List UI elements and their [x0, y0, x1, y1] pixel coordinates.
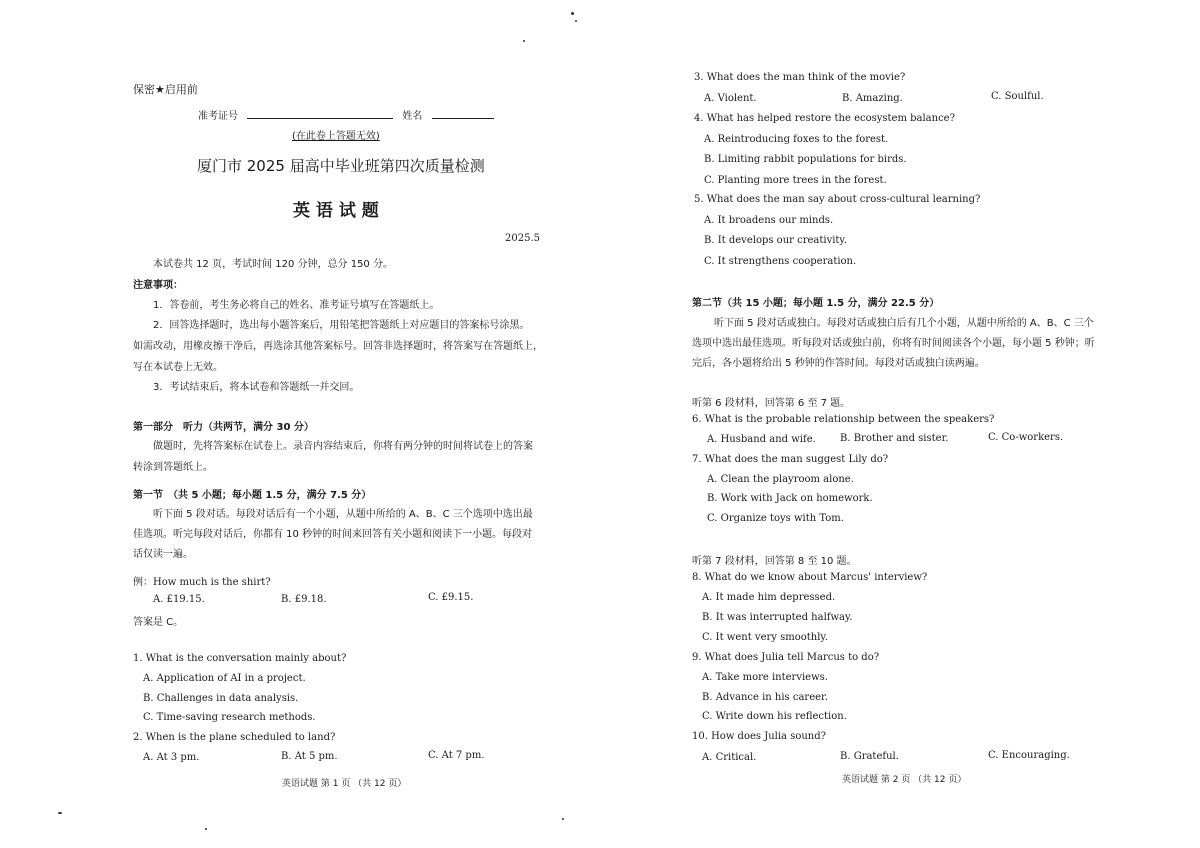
- scan-speck: [523, 40, 525, 42]
- question-6-option-a: A. Husband and wife.: [707, 434, 816, 445]
- page-footer: 英语试题 第 2 页 （共 12 页）: [842, 775, 967, 785]
- name-blank: [432, 107, 494, 119]
- section1-description-end: 话仅读一遍。: [133, 549, 193, 560]
- question-4-option-b: B. Limiting rabbit populations for birds.: [704, 154, 907, 165]
- material-7-instruction: 听第 7 段材料，回答第 8 至 10 题。: [692, 556, 857, 567]
- question-5: 5. What does the man say about cross-cultural learning?: [694, 194, 981, 205]
- part1-description-cont: 转涂到答题纸上。: [133, 462, 213, 473]
- material-6-instruction: 听第 6 段材料，回答第 6 至 7 题。: [692, 398, 851, 409]
- exam-subtitle: 英 语 试 题: [293, 201, 379, 221]
- notice-item-2-cont: 如需改动，用橡皮擦干净后，再选涂其他答案标号。回答非选择题时，将答案写在答题纸上，: [133, 341, 543, 352]
- section1-description: 听下面 5 段对话。每段对话后有一个小题，从题中所给的 A、B、C 三个选项中选出最: [153, 509, 533, 520]
- scan-speck: [562, 818, 564, 820]
- question-6-option-c: C. Co-workers.: [988, 432, 1064, 443]
- question-1: 1. What is the conversation mainly about?: [133, 653, 347, 664]
- section2-heading: 第二节（共 15 小题；每小题 1.5 分，满分 22.5 分）: [692, 298, 940, 309]
- exam-title: 厦门市 2025 届高中毕业班第四次质量检测: [197, 157, 485, 175]
- section1-heading: 第一节 （共 5 小题；每小题 1.5 分，满分 7.5 分）: [133, 490, 372, 501]
- question-8-option-b: B. It was interrupted halfway.: [702, 612, 853, 623]
- ticket-number-line: [198, 107, 494, 122]
- example-answer: 答案是 C。: [133, 617, 184, 628]
- example-option-a: A. £19.15.: [153, 594, 205, 605]
- notice-item-2: 2．回答选择题时，选出每小题答案后，用铅笔把答题纸上对应题目的答案标号涂黑。: [153, 320, 530, 331]
- scan-speck: [205, 828, 207, 830]
- question-9-option-b: B. Advance in his career.: [702, 692, 828, 703]
- question-5-option-b: B. It develops our creativity.: [704, 235, 847, 246]
- ticket-number-blank: [247, 107, 393, 119]
- question-4: 4. What has helped restore the ecosystem balance?: [694, 113, 955, 124]
- question-1-option-a: A. Application of AI in a project.: [143, 673, 306, 684]
- question-3-option-b: B. Amazing.: [842, 93, 903, 104]
- question-5-option-c: C. It strengthens cooperation.: [704, 256, 857, 267]
- question-8-option-a: A. It made him depressed.: [702, 592, 836, 603]
- question-8-option-c: C. It went very smoothly.: [702, 632, 828, 643]
- question-7-option-a: A. Clean the playroom alone.: [707, 474, 854, 485]
- notice-item-2-end: 写在本试卷上无效。: [133, 362, 223, 373]
- scan-speck: [571, 12, 574, 15]
- question-10: 10. How does Julia sound?: [692, 731, 826, 742]
- section2-description: 听下面 5 段对话或独白。每段对话或独白后有几个小题，从题中所给的 A、B、C 三个: [714, 318, 1094, 329]
- question-6: 6. What is the probable relationship between the speakers?: [692, 414, 995, 425]
- question-9-option-c: C. Write down his reflection.: [702, 711, 847, 722]
- question-6-option-b: B. Brother and sister.: [840, 433, 949, 444]
- question-1-option-b: B. Challenges in data analysis.: [143, 693, 299, 704]
- intro-text: 本试卷共 12 页，考试时间 120 分钟，总分 150 分。: [153, 259, 393, 270]
- ticket-number-label: 准考证号: [198, 111, 238, 122]
- question-8: 8. What do we know about Marcus' interview?: [692, 572, 928, 583]
- question-7-option-c: C. Organize toys with Tom.: [707, 513, 844, 524]
- notice-heading: 注意事项：: [133, 280, 183, 291]
- scan-speck: [575, 20, 577, 22]
- question-9-option-a: A. Take more interviews.: [702, 672, 828, 683]
- scan-speck: [58, 812, 62, 814]
- notice-item-1: 1．答卷前，考生务必将自己的姓名、准考证号填写在答题纸上。: [153, 300, 440, 311]
- question-7: 7. What does the man suggest Lily do?: [692, 454, 889, 465]
- page-footer: 英语试题 第 1 页 （共 12 页）: [282, 779, 407, 789]
- question-1-option-c: C. Time-saving research methods.: [143, 712, 316, 723]
- question-10-option-b: B. Grateful.: [840, 751, 899, 762]
- section2-description-cont: 选项中选出最佳选项。听每段对话或独白前，你将有时间阅读各个小题，每小题 5 秒钟；听: [692, 338, 1095, 349]
- question-7-option-b: B. Work with Jack on homework.: [707, 493, 873, 504]
- question-3: 3. What does the man think of the movie?: [694, 72, 906, 83]
- section2-description-end: 完后，各小题将给出 5 秒钟的作答时间。每段对话或独白读两遍。: [692, 358, 985, 369]
- example-question: 例：How much is the shirt?: [133, 577, 271, 588]
- exam-page-2: [600, 0, 1200, 848]
- question-2-option-c: C. At 7 pm.: [428, 750, 485, 761]
- question-4-option-c: C. Planting more trees in the forest.: [704, 175, 887, 186]
- question-3-option-a: A. Violent.: [704, 93, 757, 104]
- part1-heading: 第一部分 听力（共两节，满分 30 分）: [133, 422, 314, 433]
- question-4-option-a: A. Reintroducing foxes to the forest.: [704, 134, 889, 145]
- question-2: 2. When is the plane scheduled to land?: [133, 732, 336, 743]
- question-9: 9. What does Julia tell Marcus to do?: [692, 652, 880, 663]
- name-label: 姓名: [402, 111, 423, 122]
- notice-item-3: 3．考试结束后，将本试卷和答题纸一并交回。: [153, 382, 360, 393]
- question-2-option-a: A. At 3 pm.: [143, 752, 200, 763]
- question-10-option-c: C. Encouraging.: [988, 750, 1070, 761]
- invalid-answer-note: (在此卷上答题无效): [292, 131, 380, 142]
- exam-date: 2025.5: [505, 233, 540, 244]
- part1-description: 做题时，先将答案标在试卷上。录音内容结束后，你将有两分钟的时间将试卷上的答案: [153, 441, 533, 452]
- section1-description-cont: 佳选项。听完每段对话后，你都有 10 秒钟的时间来回答有关小题和阅读下一小题。每段对: [133, 529, 533, 540]
- example-option-b: B. £9.18.: [281, 594, 327, 605]
- question-3-option-c: C. Soulful.: [991, 91, 1044, 102]
- question-2-option-b: B. At 5 pm.: [281, 751, 338, 762]
- question-5-option-a: A. It broadens our minds.: [704, 215, 834, 226]
- example-option-c: C. £9.15.: [428, 592, 474, 603]
- confidential-label: 保密★启用前: [133, 83, 198, 96]
- question-10-option-a: A. Critical.: [702, 752, 757, 763]
